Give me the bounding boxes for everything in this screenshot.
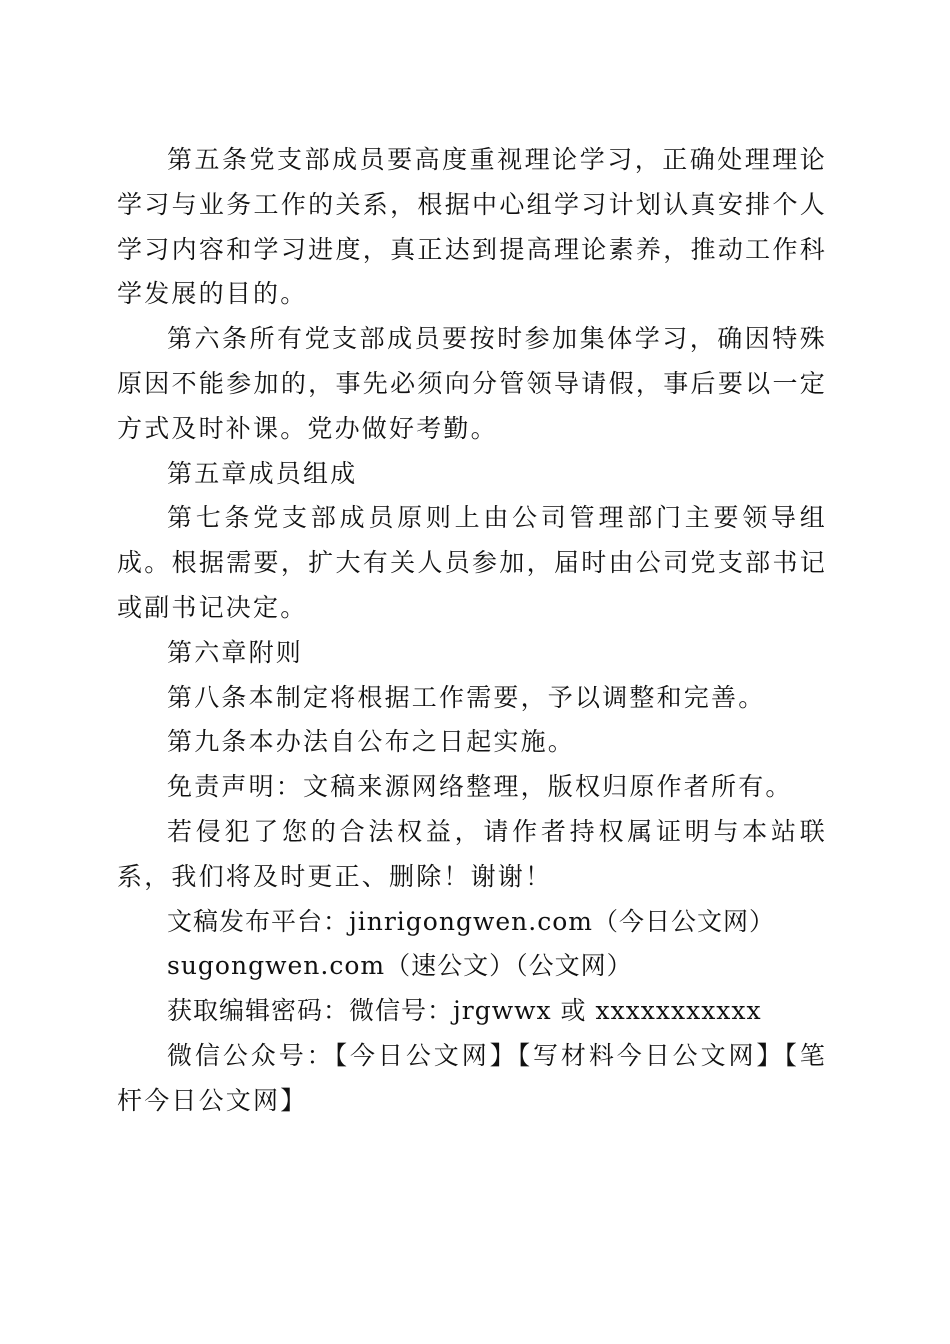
infringement-notice-paragraph: 若侵犯了您的合法权益，请作者持权属证明与本站联系，我们将及时更正、删除！谢谢！ xyxy=(117,816,827,891)
article-5-paragraph: 第五条党支部成员要高度重视理论学习，正确处理理论学习与业务工作的关系，根据中心组学习计划认真安排个人学习内容和学习进度，真正达到提高理论素养，推动工作科学发展的目的。 xyxy=(117,145,827,309)
platform-paragraph: 文稿发布平台：jinrigongwen.com（今日公文网） xyxy=(167,906,775,936)
article-6-paragraph: 第六条所有党支部成员要按时参加集体学习，确因特殊原因不能参加的，事先必须向分管领导请假，事后要以一定方式及时补课。党办做好考勤。 xyxy=(117,324,827,443)
article-9-paragraph: 第九条本办法自公布之日起实施。 xyxy=(167,727,576,757)
article-7-paragraph: 第七条党支部成员原则上由公司管理部门主要领导组成。根据需要，扩大有关人员参加，届时由公司党支部书记或副书记决定。 xyxy=(117,503,827,622)
edit-password-paragraph: 获取编辑密码：微信号：jrgwwx 或 xxxxxxxxxxx xyxy=(167,996,762,1026)
document-body xyxy=(117,138,827,1124)
chapter-6-heading: 第六章附则 xyxy=(167,637,304,667)
wechat-account-paragraph: 微信公众号：【今日公文网】【写材料今日公文网】【笔杆今日公文网】 xyxy=(117,1040,827,1115)
chapter-5-heading: 第五章成员组成 xyxy=(167,458,358,488)
article-8-paragraph: 第八条本制定将根据工作需要，予以调整和完善。 xyxy=(167,682,766,712)
sugongwen-paragraph: sugongwen.com（速公文）（公文网） xyxy=(167,951,633,981)
disclaimer-paragraph: 免责声明：文稿来源网络整理，版权归原作者所有。 xyxy=(167,772,793,802)
